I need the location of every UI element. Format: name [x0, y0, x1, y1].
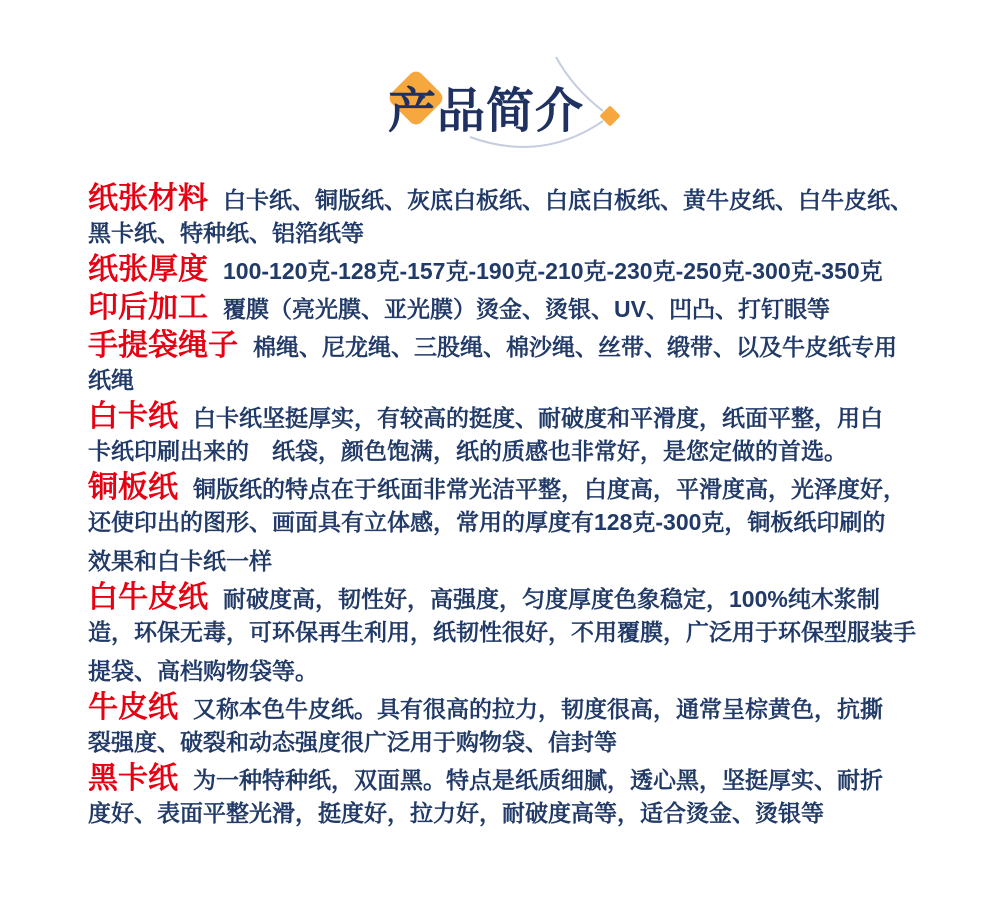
- section-text: 铜版纸的特点在于纸面非常光洁平整，白度高，平滑度高，光泽度好，: [193, 476, 906, 502]
- section-text: 耐破度高，韧性好，高强度，匀度厚度色象稳定，100%纯木浆制: [223, 586, 880, 612]
- section-line: 卡纸印刷出来的 纸袋，颜色饱满，纸的质感也非常好，是您定做的首选。: [88, 438, 847, 464]
- section-paper-thickness: [88, 253, 968, 288]
- section-heading: 牛皮纸: [88, 691, 178, 724]
- section-coated-paper: [88, 471, 968, 578]
- section-line: [88, 182, 968, 217]
- section-line: [88, 471, 968, 506]
- section-line: 造，环保无毒，可环保再生利用，纸韧性很好，不用覆膜，广泛用于环保型服装手: [88, 619, 916, 645]
- section-text: 为一种特种纸，双面黑。特点是纸质细腻，透心黑，坚挺厚实、耐折: [193, 767, 883, 793]
- section-text: 白卡纸坚挺厚实，有较高的挺度、耐破度和平滑度，纸面平整，用白: [193, 405, 883, 431]
- section-line: 黑卡纸、特种纸、铝箔纸等: [88, 220, 364, 246]
- section-kraft-paper: [88, 691, 968, 759]
- section-line: [88, 581, 968, 616]
- section-paper-material: [88, 182, 968, 250]
- section-line: [88, 400, 968, 435]
- section-heading: 纸张材料: [88, 182, 208, 215]
- section-text: 覆膜（亮光膜、亚光膜）烫金、烫银、UV、凹凸、打钉眼等: [223, 296, 830, 322]
- section-heading: 白牛皮纸: [88, 581, 208, 614]
- section-line: [88, 691, 968, 726]
- section-heading: 纸张厚度: [88, 253, 208, 286]
- page-header: [0, 0, 1000, 180]
- section-text: 棉绳、尼龙绳、三股绳、棉沙绳、丝带、缎带、以及牛皮纸专用: [253, 334, 897, 360]
- section-line: 度好、表面平整光滑，挺度好，拉力好，耐破度高等，适合烫金、烫银等: [88, 800, 824, 826]
- section-heading: 铜板纸: [88, 471, 178, 504]
- page-title: 产品简介: [388, 85, 585, 138]
- section-post-press-finishing: [88, 291, 968, 326]
- section-line: [88, 291, 968, 326]
- section-heading: 手提袋绳子: [88, 329, 238, 362]
- section-heading: 黑卡纸: [88, 762, 178, 795]
- section-black-cardboard: [88, 762, 968, 830]
- section-text: 又称本色牛皮纸。具有很高的拉力，韧度很高，通常呈棕黄色，抗撕: [193, 696, 883, 722]
- section-white-kraft-paper: [88, 581, 968, 688]
- section-line: 纸绳: [88, 367, 134, 393]
- small-diamond-icon: [599, 105, 620, 126]
- section-line: [88, 253, 968, 288]
- section-heading: 白卡纸: [88, 400, 178, 433]
- section-line: 裂强度、破裂和动态强度很广泛用于购物袋、信封等: [88, 729, 617, 755]
- section-text: 白卡纸、铜版纸、灰底白板纸、白底白板纸、黄牛皮纸、白牛皮纸、: [223, 187, 913, 213]
- section-line: [88, 329, 968, 364]
- section-text: 100-120克-128克-157克-190克-210克-230克-250克-300克-350克: [223, 258, 883, 284]
- section-line: 提袋、高档购物袋等。: [88, 658, 318, 684]
- sections-container: [88, 182, 968, 833]
- section-line: 还使印出的图形、画面具有立体感，常用的厚度有128克-300克，铜板纸印刷的: [88, 509, 886, 535]
- section-bag-rope: [88, 329, 968, 397]
- section-white-cardboard: [88, 400, 968, 468]
- section-heading: 印后加工: [88, 291, 208, 324]
- section-line: 效果和白卡纸一样: [88, 548, 272, 574]
- section-line: [88, 762, 968, 797]
